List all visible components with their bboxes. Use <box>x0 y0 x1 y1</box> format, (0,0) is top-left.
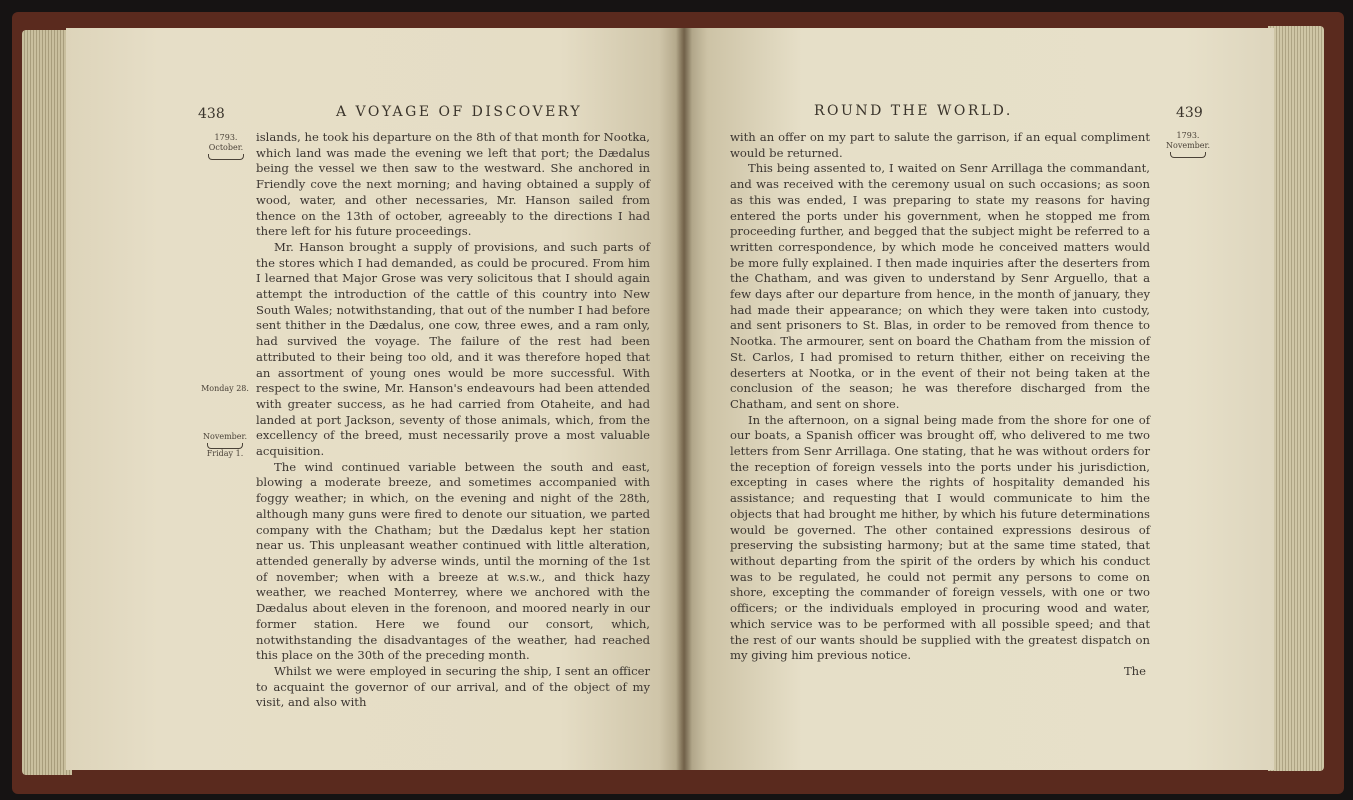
paragraph: with an offer on my part to salute the garrison, if an equal compliment would be returned. <box>730 130 1150 160</box>
margin-note-monday <box>200 384 250 394</box>
left-page-number: 438 <box>198 106 225 122</box>
paragraph: Whilst we were employed in securing the ship, I sent an officer to acquaint the governor of our arrival, and of the object of my visit, and also with <box>256 663 650 710</box>
page-edges-left <box>22 30 72 775</box>
margin-note-october <box>204 133 248 160</box>
right-page <box>684 28 1274 770</box>
paragraph: Mr. Hanson brought a supply of provisions, and such parts of the stores which I had demanded, as could be procured. From him I learned that Major Grose was very solicitous that I should again attempt the introduction of the cattle of this country into New South Wales; notwithstanding, that out of the number I had before sent thither in the Dædalus, one cow, three ewes, and a ram only, had survived the voyage. The failure of the rest had been attributed to their being too old, and it was therefore hoped that an assortment of young ones would be more successful. With respect to the swine, Mr. Hanson's endeavours had been attended with greater success, as he had carried from Otaheite, and had landed at port Jackson, seventy of those animals, which, from the excellency of the breed, must necessarily prove a most valuable acquisition. <box>256 239 650 459</box>
margin-note-november <box>200 432 250 459</box>
margin-day: Monday 28. <box>201 384 249 393</box>
margin-year: 1793. <box>1176 131 1200 140</box>
margin-day: Friday 1. <box>206 449 244 458</box>
paragraph: islands, he took his departure on the 8th of that month for Nootka, which land was made the evening we left that port; the Dædalus being the vessel we then saw to the westward. She anchored in Friendly cove the next morning; and having obtained a supply of wood, water, and other necessaries, Mr. Hanson sailed from thence on the 13th of october, agreeably to the directions I had there left for his future proceedings. <box>256 130 650 239</box>
left-page <box>66 28 684 770</box>
paragraph: The wind continued variable between the south and east, blowing a moderate breeze, and sometimes accompanied with foggy weather; in which, on the evening and night of the 28th, although many guns were fired to denote our situation, we parted company with the Chatham; but the Dædalus kept her station near us. This unpleasant weather continued with little alteration, attended generally by adverse winds, until the morning of the 1st of november; when with a breeze at w.s.w., and thick hazy weather, we reached Monterrey, where we anchored with the Dædalus about eleven in the forenoon, and moored nearly in our former station. Here we found our consort, which, notwithstanding the disadvantages of the weather, had reached this place on the 30th of the preceding month. <box>256 459 650 663</box>
paragraph: This being assented to, I waited on Senr Arrillaga the commandant, and was received with the ceremony usual on such occasions; as soon as this was ended, I was preparing to state my reasons for having entered the ports under his government, when he stopped me from proceeding further, and begged that the subject might be referred to a written correspondence, by which mode he conceived matters would be more fully explained. I then made inquiries after the deserters from the Chatham, and was given to understand by Senr Arguello, that a few days after our departure from hence, in the month of january, they had made their appearance; on which they were taken into custody, and sent prisoners to St. Blas, in order to be removed from thence to Nootka. The armourer, sent on board the Chatham from the mission of St. Carlos, I had promised to return thither, either on receiving the deserters at Nootka, or in the event of their not being taken at the conclusion of the season; he was therefore discharged from the Chatham, and sent on shore. <box>730 161 1150 411</box>
page-edges-right <box>1268 26 1324 771</box>
left-running-head: A VOYAGE OF DISCOVERY <box>336 104 583 120</box>
margin-month: November. <box>1166 141 1210 150</box>
left-body-text <box>256 130 650 711</box>
right-body-text <box>730 130 1150 680</box>
brace-mark <box>1170 152 1206 158</box>
margin-year: 1793. <box>214 133 238 142</box>
right-page-number: 439 <box>1176 105 1203 121</box>
catchword: The <box>1123 663 1146 678</box>
margin-note-november <box>1164 131 1212 158</box>
book-gutter <box>676 28 692 770</box>
margin-month: November. <box>203 432 247 441</box>
brace-mark <box>208 154 244 160</box>
right-running-head: ROUND THE WORLD. <box>814 103 1013 119</box>
paragraph: In the afternoon, on a signal being made from the shore for one of our boats, a Spanish officer was brought off, who delivered to me two letters from Senr Arrillaga. One stating, that he was without orders for the reception of foreign vessels into the ports under his jurisdiction, excepting in cases where the rights of hospitality demanded his assistance; and requesting that I would communicate to him the objects that had brought me hither, by which his future determinations would be governed. The other contained expressions desirous of preserving the subsisting harmony; but at the same time stated, that without departing from the spirit of the orders by which his conduct was to be regulated, he could not permit any persons to come on shore, excepting the commander of foreign vessels, with one or two officers; or the individuals employed in procuring wood and water, which service was to be performed with all possible speed; and that the rest of our wants should be supplied with the greatest dispatch on my giving him previous notice. <box>730 412 1150 663</box>
margin-month: October. <box>208 143 244 152</box>
